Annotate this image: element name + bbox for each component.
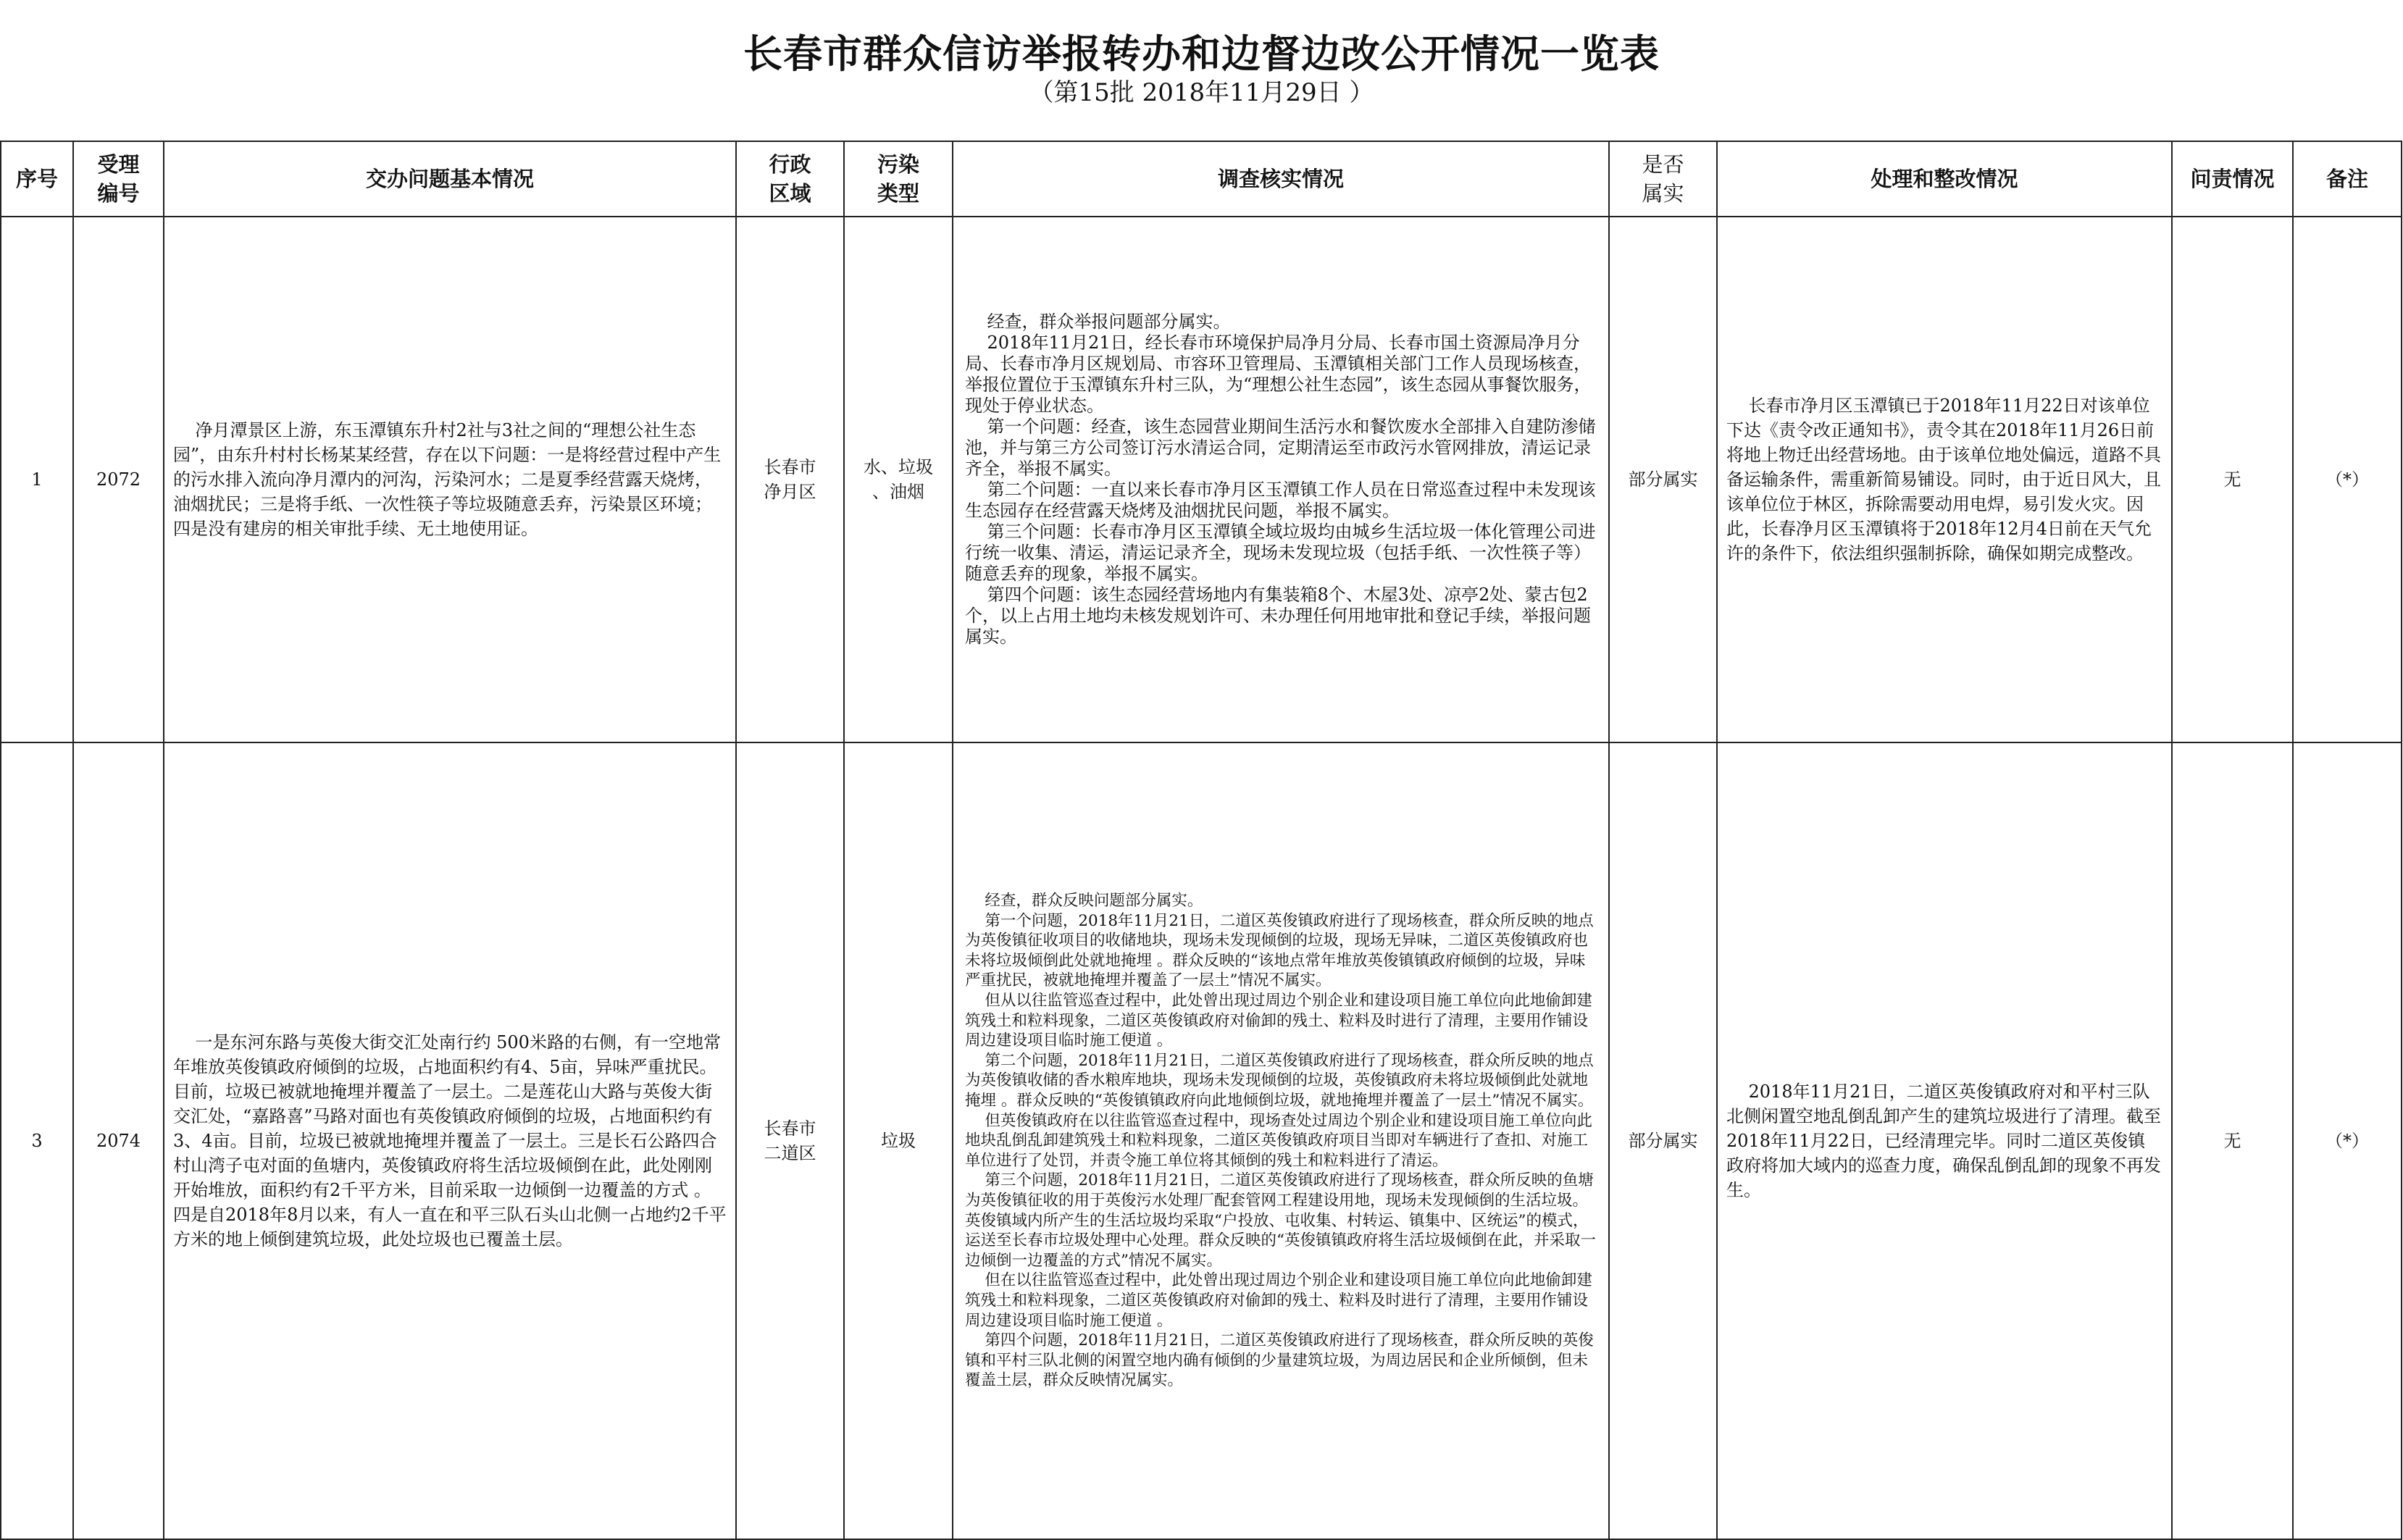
header-issue: 交办问题基本情况	[164, 141, 736, 217]
document-subtitle: （第15批 2018年11月29日 ）	[1029, 78, 1374, 107]
cell-handling: 长春市净月区玉潭镇已于2018年11月22日对该单位下达《责令改正通知书》，责令其在2018年11月26日前将地上物迁出经营场地。由于该单位地处偏远，道路不具备运输条件，需重新简易铺设。同时，由于近日风大，且该单位位于林区，拆除需要动用电焊，易引发火灾。因此，长春净月区玉潭镇将于2018年12月4日前在天气允许的条件下，依法组织强制拆除，确保如期完成整改。	[1717, 217, 2172, 742]
document-title: 长春市群众信访举报转办和边督边改公开情况一览表	[743, 31, 1660, 77]
cell-pollution: 水、垃圾 、油烟	[844, 217, 953, 742]
header-remarks: 备注	[2293, 141, 2402, 217]
cell-issue: 净月潭景区上游，东玉潭镇东升村2社与3社之间的“理想公社生态园”，由东升村村长杨某某经营，存在以下问题：一是将经营过程中产生的污水排入流向净月潭内的河沟，污染河水；二是夏季经营露天烧烤，油烟扰民；三是将手纸、一次性筷子等垃圾随意丢弃，污染景区环境；四是没有建房的相关审批手续、无土地使用证。	[164, 217, 736, 742]
header-row	[1, 141, 2402, 217]
header-verified: 是否 属实	[1609, 141, 1717, 217]
cell-handling: 2018年11月21日，二道区英俊镇政府对和平村三队北侧闲置空地乱倒乱卸产生的建筑垃圾进行了清理。截至2018年11月22日，已经清理完毕。同时二道区英俊镇政府将加大域内的巡查力度，确保乱倒乱卸的现象不再发生。	[1717, 742, 2172, 1539]
header-handling: 处理和整改情况	[1717, 141, 2172, 217]
cell-accountability: 无	[2172, 217, 2293, 742]
header-pollution: 污染 类型	[844, 141, 953, 217]
cell-pollution: 垃圾	[844, 742, 953, 1539]
header-seq: 序号	[1, 141, 73, 217]
table-row	[1, 742, 2402, 1539]
cell-verified: 部分属实	[1609, 217, 1717, 742]
header-accountability: 问责情况	[2172, 141, 2293, 217]
cell-accountability: 无	[2172, 742, 2293, 1539]
cell-region: 长春市 二道区	[736, 742, 844, 1539]
cell-accept-no: 2074	[73, 742, 164, 1539]
cell-remarks: （*）	[2293, 217, 2402, 742]
table-row	[1, 217, 2402, 742]
cell-investigation: 经查，群众举报问题部分属实。 2018年11月21日，经长春市环境保护局净月分局、长春市国土资源局净月分局、长春市净月区规划局、市容环卫管理局、玉潭镇相关部门工作人员现场核查，举报位置位于玉潭镇东升村三队，为“理想公社生态园”，该生态园从事餐饮服务，现处于停业状态。 第一个问题：经查，该生态园营业期间生活污水和餐饮废水全部排入自建防渗储池，并与第三方公司签订污水清运合同，定期清运至市政污水管网排放，清运记录齐全，举报不属实。 第二个问题：一直以来长春市净月区玉潭镇工作人员在日常巡查过程中未发现该生态园存在经营露天烧烤及油烟扰民问题，举报不属实。 第三个问题：长春市净月区玉潭镇全域垃圾均由城乡生活垃圾一体化管理公司进行统一收集、清运，清运记录齐全，现场未发现垃圾（包括手纸、一次性筷子等）随意丢弃的现象，举报不属实。 第四个问题：该生态园经营场地内有集装箱8个、木屋3处、凉亭2处、蒙古包2个，以上占用土地均未核发规划许可、未办理任何用地审批和登记手续，举报问题属实。	[953, 217, 1609, 742]
cell-verified: 部分属实	[1609, 742, 1717, 1539]
header-region: 行政 区域	[736, 141, 844, 217]
cell-remarks: （*）	[2293, 742, 2402, 1539]
cell-accept-no: 2072	[73, 217, 164, 742]
cell-seq: 1	[1, 217, 73, 742]
cell-issue: 一是东河东路与英俊大街交汇处南行约 500米路的右侧，有一空地常年堆放英俊镇政府倾倒的垃圾，占地面积约有4、5亩，异味严重扰民。目前，垃圾已被就地掩埋并覆盖了一层土。二是莲花山大路与英俊大街交汇处，“嘉路喜”马路对面也有英俊镇政府倾倒的垃圾，占地面积约有3、4亩。目前，垃圾已被就地掩埋并覆盖了一层土。三是长石公路四合村山湾子屯对面的鱼塘内，英俊镇政府将生活垃圾倾倒在此，此处刚刚开始堆放，面积约有2千平方米，目前采取一边倾倒一边覆盖的方式 。四是自2018年8月以来，有人一直在和平三队石头山北侧一占地约2千平方米的地上倾倒建筑垃圾，此处垃圾也已覆盖土层。	[164, 742, 736, 1539]
cell-seq: 3	[1, 742, 73, 1539]
petition-table	[0, 141, 2402, 1540]
header-investigation: 调查核实情况	[953, 141, 1609, 217]
cell-investigation: 经查，群众反映问题部分属实。 第一个问题，2018年11月21日，二道区英俊镇政府进行了现场核查，群众所反映的地点为英俊镇征收项目的收储地块，现场未发现倾倒的垃圾，现场无异味，二道区英俊镇政府也未将垃圾倾倒此处就地掩埋 。群众反映的“该地点常年堆放英俊镇镇政府倾倒的垃圾，异味严重扰民，被就地掩埋并覆盖了一层土”情况不属实。 但从以往监管巡查过程中，此处曾出现过周边个别企业和建设项目施工单位向此地偷卸建筑残土和粒料现象，二道区英俊镇政府对偷卸的残土、粒料及时进行了清理，主要用作铺设周边建设项目临时施工便道 。 第二个问题，2018年11月21日，二道区英俊镇政府进行了现场核查，群众所反映的地点为英俊镇收储的香水粮库地块，现场未发现倾倒的垃圾，英俊镇政府未将垃圾倾倒此处就地掩埋 。群众反映的“英俊镇镇政府向此地倾倒垃圾，就地掩埋并覆盖了一层土”情况不属实。 但英俊镇政府在以往监管巡查过程中，现场查处过周边个别企业和建设项目施工单位向此地块乱倒乱卸建筑残土和粒料现象，二道区英俊镇政府项目当即对车辆进行了查扣、对施工单位进行了处罚，并责令施工单位将其倾倒的残土和粒料进行了清运。 第三个问题，2018年11月21日，二道区英俊镇政府进行了现场核查，群众所反映的鱼塘为英俊镇征收的用于英俊污水处理厂配套管网工程建设用地，现场未发现倾倒的生活垃圾。英俊镇域内所产生的生活垃圾均采取“户投放、屯收集、村转运、镇集中、区统运”的模式，运送至长春市垃圾处理中心处理。群众反映的“英俊镇镇政府将生活垃圾倾倒在此，并采取一边倾倒一边覆盖的方式”情况不属实。 但在以往监管巡查过程中，此处曾出现过周边个别企业和建设项目施工单位向此地偷卸建筑残土和粒料现象，二道区英俊镇政府对偷卸的残土、粒料及时进行了清理，主要用作铺设周边建设项目临时施工便道 。 第四个问题，2018年11月21日，二道区英俊镇政府进行了现场核查，群众所反映的英俊镇和平村三队北侧的闲置空地内确有倾倒的少量建筑垃圾，为周边居民和企业所倾倒，但未覆盖土层，群众反映情况属实。	[953, 742, 1609, 1539]
header-accept-no: 受理 编号	[73, 141, 164, 217]
cell-region: 长春市 净月区	[736, 217, 844, 742]
